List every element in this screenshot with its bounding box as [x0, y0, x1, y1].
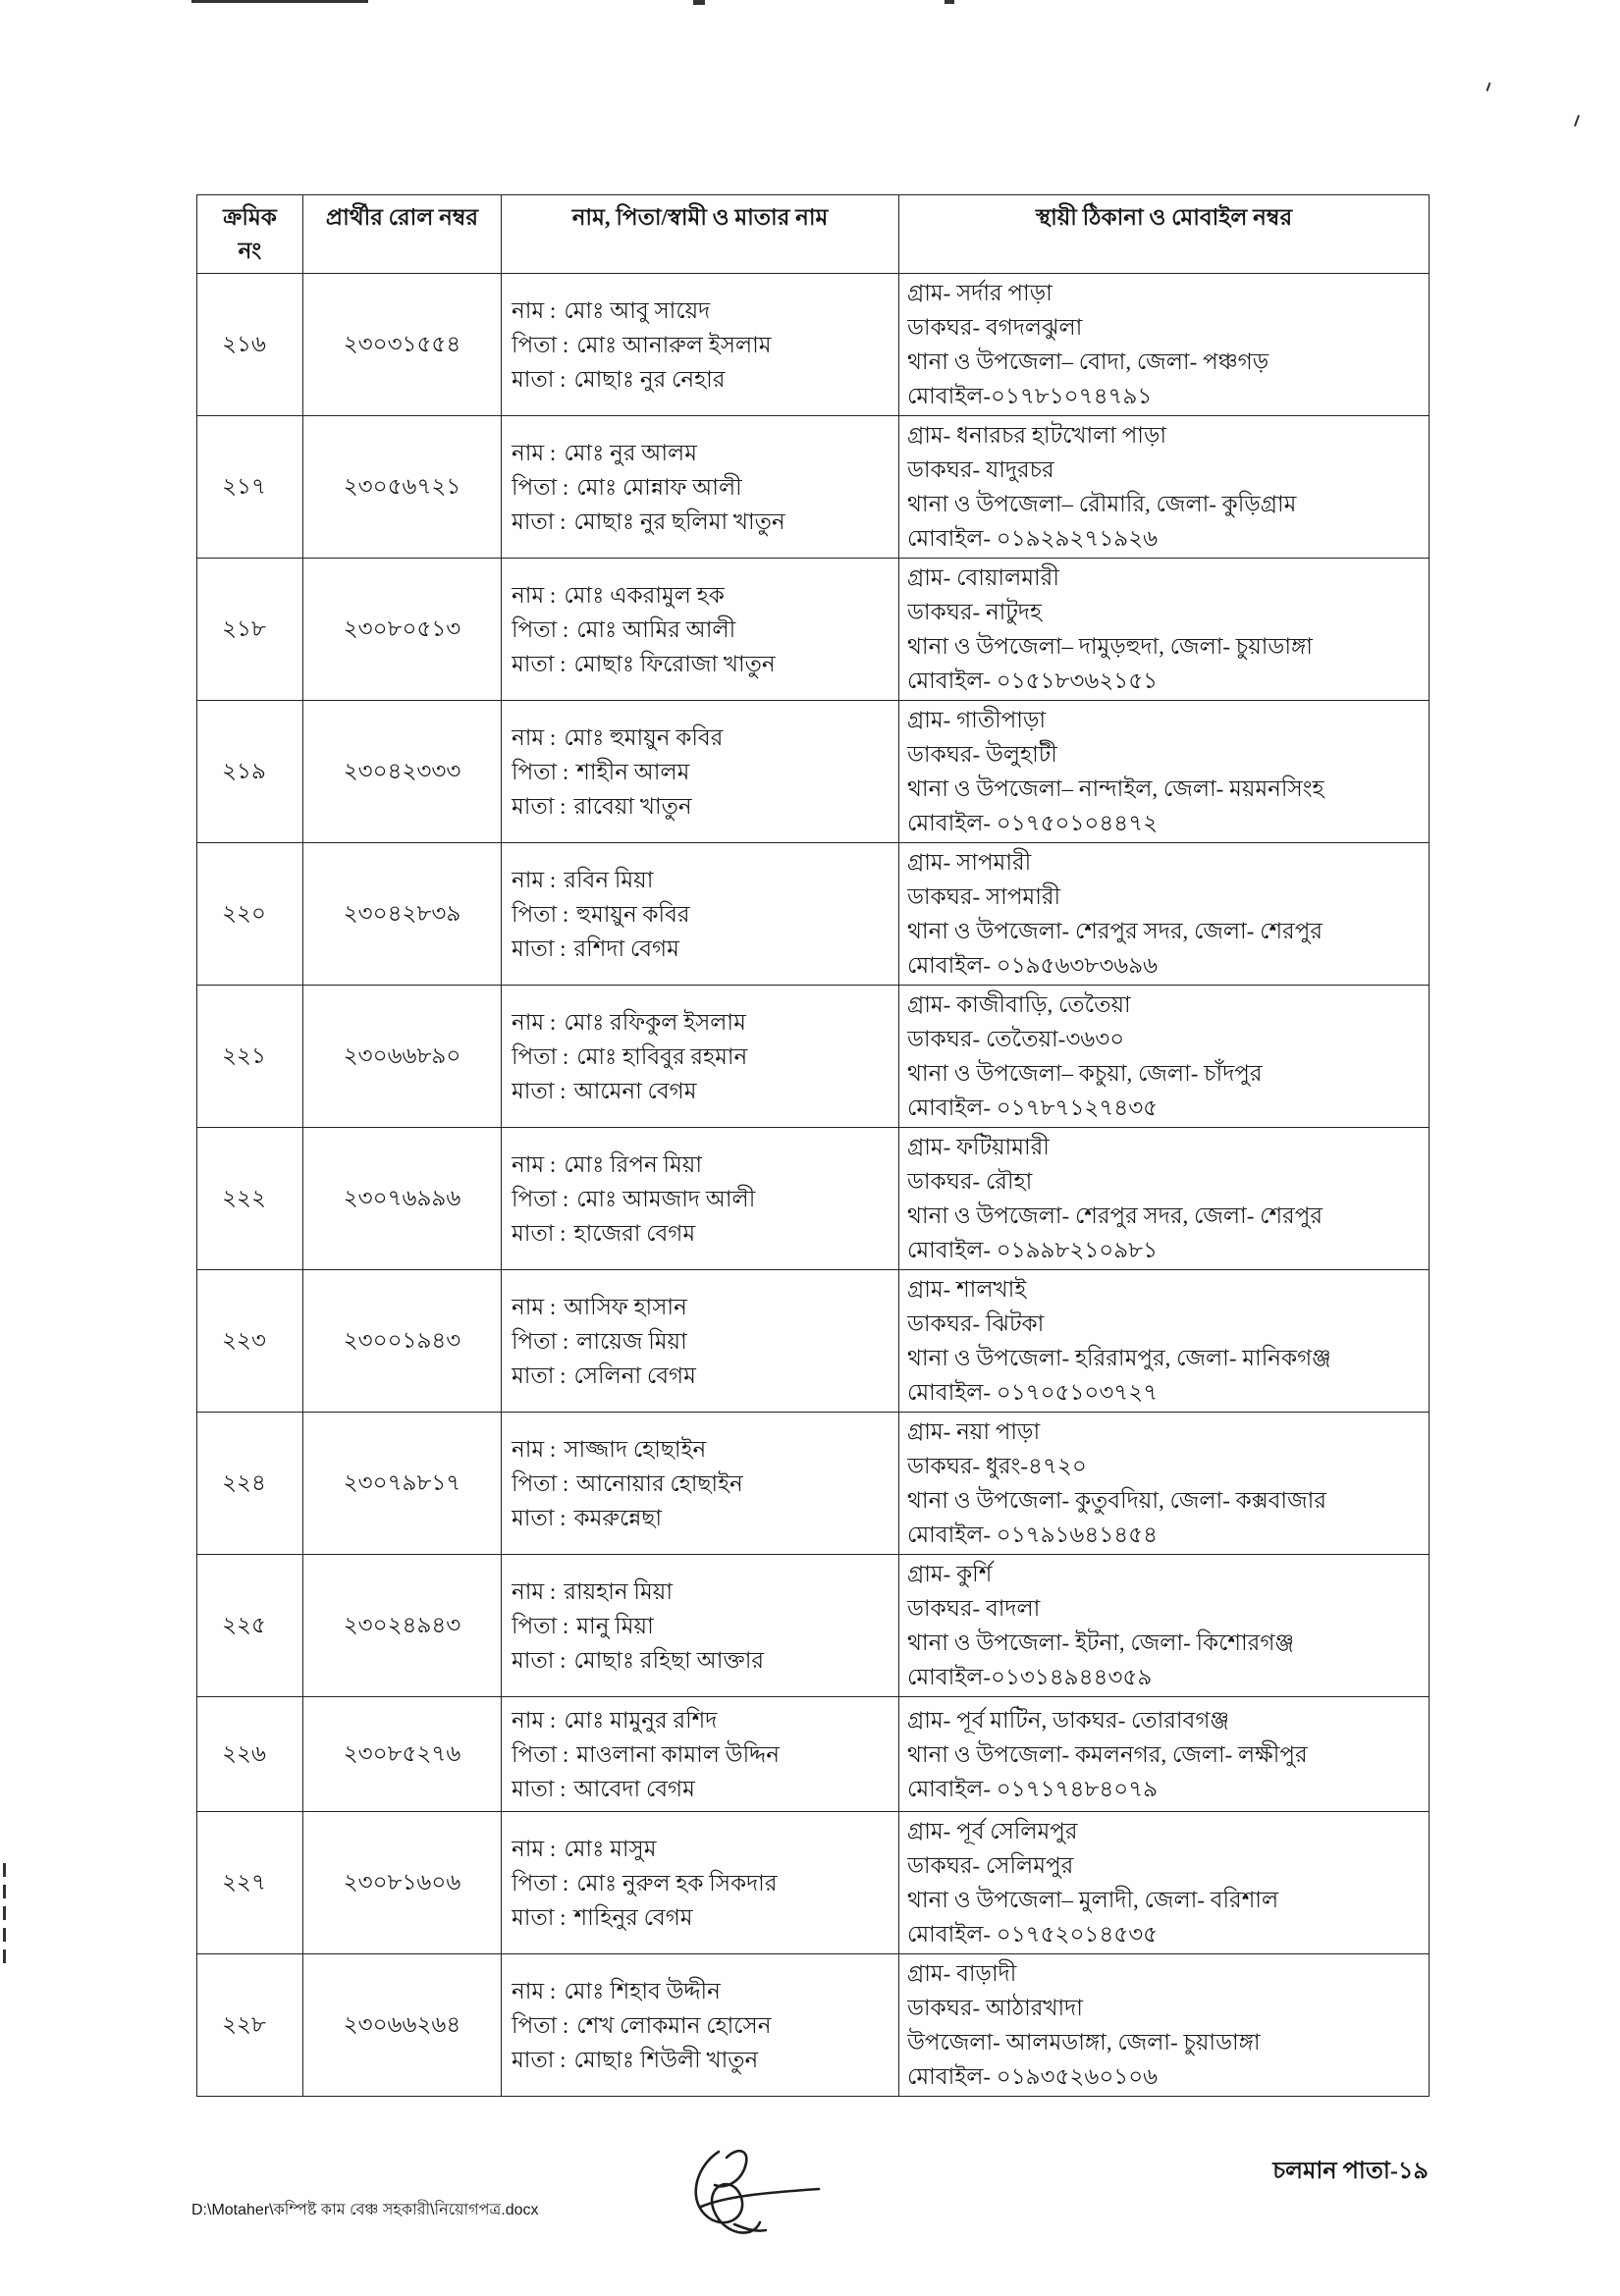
mobile-line: মোবাইল- ০১৭৮৭১২৭৪৩৫: [907, 1095, 1159, 1120]
post-office-line: ডাকঘর- তেতৈয়া-৩৬৩০: [907, 1027, 1125, 1051]
post-office-line: ডাকঘর- আঠারখাদা: [907, 1996, 1083, 2020]
father-name: মোঃ আমজাদ আলী: [576, 1186, 756, 1211]
mother-line: [512, 1772, 898, 1806]
candidate-name: রবিন মিয়া: [564, 867, 654, 892]
mother-label: মাতা :: [512, 366, 567, 392]
village-line: গ্রাম- পূর্ব সেলিমপুর: [907, 1819, 1078, 1843]
post-office-line: ডাকঘর- বগদলঝুলা: [907, 315, 1083, 340]
father-name: মোঃ মোন্নাফ আলী: [576, 474, 742, 500]
table-row: [197, 1555, 1430, 1697]
roll-number: ২৩০৮০৫১৩: [303, 559, 502, 701]
serial-number: ২২৭: [197, 1812, 303, 1954]
mother-name: রাবেয়া খাতুন: [573, 793, 692, 819]
header-names: নাম, পিতা/স্বামী ও মাতার নাম: [502, 195, 899, 274]
scan-artifact-top-mark: [693, 0, 705, 5]
father-name: শাহীন আলম: [576, 759, 690, 784]
names-cell: [502, 843, 899, 986]
mother-label: মাতা :: [512, 2047, 567, 2072]
address-cell: [899, 1954, 1430, 2097]
name-line: [512, 578, 898, 613]
post-office-line: ডাকঘর- সেলিমপুর: [907, 1853, 1074, 1878]
mother-name: মোছাঃ রহিছা আক্তার: [573, 1647, 765, 1673]
address-cell: [899, 1270, 1430, 1413]
name-label: নাম :: [512, 1836, 557, 1861]
serial-number: ২২১: [197, 986, 303, 1128]
father-name: মানু মিয়া: [576, 1613, 654, 1638]
mother-label: মাতা :: [512, 1505, 567, 1530]
village-line: গ্রাম- বোয়ালমারী: [907, 565, 1059, 590]
table-row: [197, 986, 1430, 1128]
upazila-district-line: থানা ও উপজেলা– মুলাদী, জেলা- বরিশাল: [907, 1888, 1279, 1912]
mother-name: রশিদা বেগম: [573, 935, 679, 961]
mother-line: [512, 1359, 898, 1393]
father-line: [512, 1737, 898, 1772]
father-line: [512, 1866, 898, 1900]
name-label: নাম :: [512, 297, 557, 323]
name-label: নাম :: [512, 582, 557, 608]
table-row: [197, 1954, 1430, 2097]
name-label: নাম :: [512, 1151, 557, 1177]
name-line: [512, 1974, 898, 2008]
upazila-district-line: উপজেলা- আলমডাঙ্গা, জেলা- চুয়াডাঙ্গা: [907, 2030, 1261, 2055]
father-label: পিতা :: [512, 332, 569, 357]
candidate-table: [196, 194, 1430, 2097]
roll-number: ২৩০০১৯৪৩: [303, 1270, 502, 1413]
names-cell: [502, 1413, 899, 1555]
name-line: [512, 1148, 898, 1182]
father-label: পিতা :: [512, 1470, 569, 1496]
mother-line: [512, 1216, 898, 1251]
mobile-line: মোবাইল- ০১৯৯৮২১০৯৮১: [907, 1238, 1159, 1262]
mother-label: মাতা :: [512, 1904, 567, 1930]
village-line: গ্রাম- গাতীপাড়া: [907, 708, 1047, 732]
header-roll: প্রার্থীর রোল নম্বর: [303, 195, 502, 274]
post-office-line: ডাকঘর- যাদুরচর: [907, 457, 1054, 482]
upazila-district-line: থানা ও উপজেলা- ইটনা, জেলা- কিশোরগঞ্জ: [907, 1630, 1295, 1655]
roll-number: ২৩০৪২৩৩৩: [303, 701, 502, 843]
mother-label: মাতা :: [512, 1078, 567, 1103]
roll-number: ২৩০৭৯৮১৭: [303, 1413, 502, 1555]
father-line: [512, 1182, 898, 1216]
address-cell: [899, 1697, 1430, 1812]
village-line: গ্রাম- ফটিয়ামারী: [907, 1135, 1050, 1159]
mobile-line: মোবাইল- ০১৭১৭৪৮৪০৭৯: [907, 1776, 1159, 1801]
father-name: মোঃ আনারুল ইসলাম: [576, 332, 772, 357]
names-cell: [502, 1128, 899, 1270]
father-line: [512, 1467, 898, 1501]
mother-line: [512, 647, 898, 681]
mother-label: মাতা :: [512, 651, 567, 676]
signature: [675, 2140, 823, 2248]
header-address: স্থায়ী ঠিকানা ও মোবাইল নম্বর: [899, 195, 1430, 274]
candidate-name: মোঃ আবু সায়েদ: [564, 297, 711, 323]
table-row: [197, 1270, 1430, 1413]
mother-label: মাতা :: [512, 1647, 567, 1673]
table-row: [197, 1413, 1430, 1555]
serial-number: ২১৬: [197, 274, 303, 416]
mother-label: মাতা :: [512, 793, 567, 819]
upazila-district-line: থানা ও উপজেলা- শেরপুর সদর, জেলা- শেরপুর: [907, 1203, 1323, 1228]
name-line: [512, 721, 898, 755]
village-line: গ্রাম- কাজীবাড়ি, তেতৈয়া: [907, 992, 1131, 1017]
name-label: নাম :: [512, 1009, 557, 1035]
name-line: [512, 294, 898, 328]
post-office-line: ডাকঘর- ধুরং-৪৭২০: [907, 1454, 1087, 1478]
mother-line: [512, 1900, 898, 1935]
father-label: পিতা :: [512, 1328, 569, 1354]
village-line: গ্রাম- সাপমারী: [907, 850, 1032, 875]
serial-number: ২১৮: [197, 559, 303, 701]
roll-number: ২৩০২৪৯৪৩: [303, 1555, 502, 1697]
father-line: [512, 470, 898, 505]
name-label: নাম :: [512, 1436, 557, 1462]
candidate-name: রায়হান মিয়া: [564, 1578, 673, 1604]
mother-line: [512, 1501, 898, 1535]
village-line: গ্রাম- সর্দার পাড়া: [907, 281, 1053, 305]
serial-number: ২২০: [197, 843, 303, 986]
father-label: পিতা :: [512, 1741, 569, 1767]
name-label: নাম :: [512, 1294, 557, 1319]
table-row: [197, 843, 1430, 986]
table-row: [197, 559, 1430, 701]
candidate-name: মোঃ মাসুম: [564, 1836, 657, 1861]
father-line: [512, 613, 898, 647]
village-line: গ্রাম- শালখাই: [907, 1277, 1027, 1302]
header-serial-line1: ক্রমিক: [223, 205, 277, 230]
candidate-name: মোঃ একরামুল হক: [564, 582, 725, 608]
name-label: নাম :: [512, 440, 557, 465]
mother-name: কমরুন্নেছা: [573, 1505, 663, 1530]
mother-name: হাজেরা বেগম: [573, 1220, 696, 1246]
name-line: [512, 1005, 898, 1040]
serial-number: ২২৮: [197, 1954, 303, 2097]
father-name: শেখ লোকমান হোসেন: [576, 2012, 772, 2038]
name-line: [512, 1703, 898, 1737]
upazila-district-line: থানা ও উপজেলা- হরিরামপুর, জেলা- মানিকগঞ্জ: [907, 1346, 1331, 1370]
candidate-name: মোঃ নুর আলম: [564, 440, 697, 465]
address-cell: [899, 1555, 1430, 1697]
name-label: নাম :: [512, 724, 557, 750]
mother-name: শাহিনুর বেগম: [573, 1904, 693, 1930]
name-line: [512, 1832, 898, 1866]
names-cell: [502, 986, 899, 1128]
village-line: গ্রাম- বাড়াদী: [907, 1961, 1017, 1986]
upazila-district-line: থানা ও উপজেলা– রৌমারি, জেলা- কুড়িগ্রাম: [907, 492, 1297, 516]
post-office-line: ডাকঘর- সাপমারী: [907, 884, 1061, 909]
serial-number: ২২৬: [197, 1697, 303, 1812]
names-cell: [502, 274, 899, 416]
address-cell: [899, 1812, 1430, 1954]
candidate-name: মোঃ মামুনুর রশিদ: [564, 1707, 718, 1733]
address-cell: [899, 559, 1430, 701]
candidate-name: মোঃ শিহাব উদ্দীন: [564, 1978, 721, 2003]
mother-line: [512, 789, 898, 824]
father-name: আনোয়ার হোছাইন: [576, 1470, 743, 1496]
address-cell: [899, 1128, 1430, 1270]
scan-artifact-left-edge: [3, 1863, 6, 1966]
table-row: [197, 274, 1430, 416]
name-line: [512, 1432, 898, 1467]
table-header-row: [197, 195, 1430, 274]
mobile-line: মোবাইল- ০১৯২৯২৭১৯২৬: [907, 526, 1159, 551]
father-label: পিতা :: [512, 616, 569, 642]
candidate-name: আসিফ হাসান: [564, 1294, 687, 1319]
roll-number: ২৩০৮১৬০৬: [303, 1812, 502, 1954]
father-name: মাওলানা কামাল উদ্দিন: [576, 1741, 780, 1767]
serial-number: ২২২: [197, 1128, 303, 1270]
father-label: পিতা :: [512, 2012, 569, 2038]
father-label: পিতা :: [512, 1186, 569, 1211]
name-line: [512, 863, 898, 897]
mother-line: [512, 1643, 898, 1678]
mobile-line: মোবাইল- ০১৭৯১৬৪১৪৫৪: [907, 1522, 1159, 1547]
upazila-district-line: থানা ও উপজেলা- কুতুবদিয়া, জেলা- কক্সবাজার: [907, 1488, 1326, 1513]
address-cell: [899, 416, 1430, 559]
upazila-district-line: থানা ও উপজেলা- শেরপুর সদর, জেলা- শেরপুর: [907, 919, 1323, 943]
father-line: [512, 1324, 898, 1359]
header-serial-line2: নং: [238, 239, 262, 263]
mother-label: মাতা :: [512, 1220, 567, 1246]
name-label: নাম :: [512, 867, 557, 892]
upazila-district-line: থানা ও উপজেলা– কচুয়া, জেলা- চাঁদপুর: [907, 1061, 1263, 1086]
post-office-line: ডাকঘর- ঝিটকা: [907, 1311, 1045, 1336]
father-line: [512, 1609, 898, 1643]
upazila-district-line: থানা ও উপজেলা– দামুড়হুদা, জেলা- চুয়াডাঙ্গা: [907, 634, 1313, 659]
mobile-line: মোবাইল- ০১৯৩৫২৬০১০৬: [907, 2064, 1159, 2089]
mother-name: মোছাঃ নুর ছলিমা খাতুন: [573, 508, 785, 534]
scan-artifact-right-tick: [1486, 82, 1491, 91]
father-name: লায়েজ মিয়া: [576, 1328, 687, 1354]
names-cell: [502, 416, 899, 559]
address-cell: [899, 1413, 1430, 1555]
mobile-line: মোবাইল-০১৩১৪৯৪৪৩৫৯: [907, 1665, 1153, 1689]
father-label: পিতা :: [512, 901, 569, 927]
name-line: [512, 436, 898, 470]
roll-number: ২৩০৭৬৯৯৬: [303, 1128, 502, 1270]
mother-label: মাতা :: [512, 508, 567, 534]
address-cell: [899, 986, 1430, 1128]
table-row: [197, 1697, 1430, 1812]
father-line: [512, 755, 898, 789]
scan-artifact-top-line: [191, 0, 368, 3]
table-row: [197, 1128, 1430, 1270]
scan-artifact-right-tick: [1574, 115, 1580, 127]
table-row: [197, 1812, 1430, 1954]
serial-number: ২১৭: [197, 416, 303, 559]
candidate-name: মোঃ রফিকুল ইসলাম: [564, 1009, 746, 1035]
mother-line: [512, 2043, 898, 2077]
post-office-line: ডাকঘর- উলুহাটী: [907, 742, 1057, 767]
mother-line: [512, 362, 898, 397]
upazila-district-line: থানা ও উপজেলা– বোদা, জেলা- পঞ্চগড়: [907, 349, 1269, 374]
names-cell: [502, 1697, 899, 1812]
father-label: পিতা :: [512, 474, 569, 500]
father-name: মোঃ আমির আলী: [576, 616, 736, 642]
mother-name: আমেনা বেগম: [573, 1078, 697, 1103]
father-name: হুমায়ুন কবির: [576, 901, 690, 927]
mobile-line: মোবাইল-০১৭৮১০৭৪৭৯১: [907, 384, 1153, 408]
mother-label: মাতা :: [512, 1776, 567, 1801]
post-office-line: ডাকঘর- নাটুদহ: [907, 600, 1043, 624]
village-line: গ্রাম- ধনারচর হাটখোলা পাড়া: [907, 423, 1167, 448]
names-cell: [502, 1812, 899, 1954]
address-cell: [899, 274, 1430, 416]
father-line: [512, 1040, 898, 1074]
roll-number: ২৩০৫৬৭২১: [303, 416, 502, 559]
father-line: [512, 2008, 898, 2043]
serial-number: ২২৩: [197, 1270, 303, 1413]
name-label: নাম :: [512, 1707, 557, 1733]
upazila-district-line: থানা ও উপজেলা- কমলনগর, জেলা- লক্ষীপুর: [907, 1741, 1308, 1767]
roll-number: ২৩০৬৬৮৯০: [303, 986, 502, 1128]
mobile-line: মোবাইল- ০১৭০৫১০৩৭২৭: [907, 1380, 1159, 1405]
mother-name: মোছাঃ নুর নেহার: [573, 366, 726, 392]
mobile-line: মোবাইল- ০১৭৫২০১৪৫৩৫: [907, 1922, 1159, 1947]
address-cell: [899, 701, 1430, 843]
father-label: পিতা :: [512, 1870, 569, 1896]
mother-name: মোছাঃ শিউলী খাতুন: [573, 2047, 759, 2072]
names-cell: [502, 1270, 899, 1413]
father-name: মোঃ নুরুল হক সিকদার: [576, 1870, 778, 1896]
scan-artifact-top-mark: [945, 0, 954, 4]
names-cell: [502, 1954, 899, 2097]
serial-number: ২১৯: [197, 701, 303, 843]
candidate-name: মোঃ রিপন মিয়া: [564, 1151, 702, 1177]
table-row: [197, 701, 1430, 843]
mother-line: [512, 505, 898, 539]
father-line: [512, 897, 898, 932]
village-line: গ্রাম- কুর্শি: [907, 1562, 993, 1586]
mother-line: [512, 932, 898, 966]
father-name: মোঃ হাবিবুর রহমান: [576, 1043, 748, 1069]
mobile-line: মোবাইল- ০১৫১৮৩৬২১৫১: [907, 668, 1159, 693]
page-continuation-label: চলমান পাতা-১৯: [1272, 2159, 1429, 2184]
mother-line: [512, 1074, 898, 1108]
roll-number: ২৩০৩১৫৫৪: [303, 274, 502, 416]
mother-name: সেলিনা বেগম: [573, 1362, 696, 1388]
mother-label: মাতা :: [512, 935, 567, 961]
roll-number: ২৩০৮৫২৭৬: [303, 1697, 502, 1812]
mobile-line: মোবাইল- ০১৯৫৬৩৮৩৬৯৬: [907, 953, 1159, 978]
table-row: [197, 416, 1430, 559]
header-serial: [197, 195, 303, 274]
mother-name: মোছাঃ ফিরোজা খাতুন: [573, 651, 776, 676]
name-line: [512, 1575, 898, 1609]
candidate-name: মোঃ হুমায়ুন কবির: [564, 724, 724, 750]
names-cell: [502, 1555, 899, 1697]
father-line: [512, 328, 898, 362]
candidate-name: সাজ্জাদ হোছাইন: [564, 1436, 707, 1462]
village-post-office-line: গ্রাম- পূর্ব মাটিন, ডাকঘর- তোরাবগঞ্জ: [907, 1707, 1230, 1733]
serial-number: ২২৪: [197, 1413, 303, 1555]
name-label: নাম :: [512, 1978, 557, 2003]
names-cell: [502, 701, 899, 843]
mobile-line: মোবাইল- ০১৭৫০১০৪৪৭২: [907, 811, 1159, 835]
post-office-line: ডাকঘর- রৌহা: [907, 1169, 1033, 1194]
mother-name: আবেদা বেগম: [573, 1776, 695, 1801]
roll-number: ২৩০৬৬২৬৪: [303, 1954, 502, 2097]
name-line: [512, 1290, 898, 1324]
upazila-district-line: থানা ও উপজেলা– নান্দাইল, জেলা- ময়মনসিংহ: [907, 776, 1324, 801]
serial-number: ২২৫: [197, 1555, 303, 1697]
names-cell: [502, 559, 899, 701]
father-label: পিতা :: [512, 1043, 569, 1069]
father-label: পিতা :: [512, 1613, 569, 1638]
file-path: D:\Motaher\কম্পিষ্ট কাম বেঞ্চ সহকারী\নিয়োগপত্র.docx: [191, 2202, 539, 2218]
post-office-line: ডাকঘর- বাদলা: [907, 1596, 1041, 1621]
father-label: পিতা :: [512, 759, 569, 784]
address-cell: [899, 843, 1430, 986]
mother-label: মাতা :: [512, 1362, 567, 1388]
roll-number: ২৩০৪২৮৩৯: [303, 843, 502, 986]
name-label: নাম :: [512, 1578, 557, 1604]
village-line: গ্রাম- নয়া পাড়া: [907, 1419, 1041, 1444]
